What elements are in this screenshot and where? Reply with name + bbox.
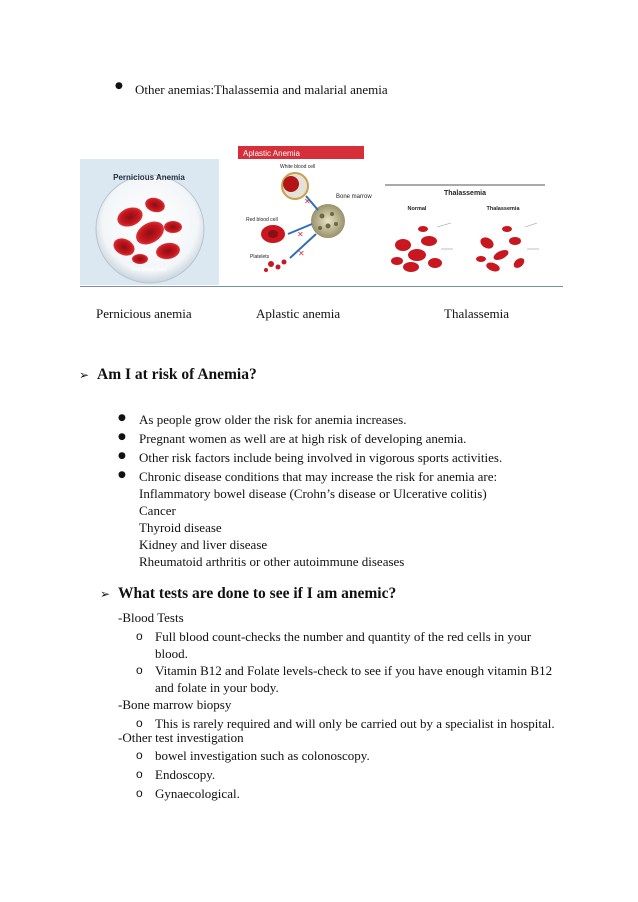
- aplastic-title: Aplastic Anemia: [243, 149, 300, 158]
- platelets-label: Platelets: [250, 254, 270, 260]
- pernicious-label: Red Blood Cells: [131, 267, 167, 273]
- condition-line-5: Rheumatoid arthritis or other autoimmune diseases: [139, 554, 405, 569]
- bullet-icon: ●: [118, 413, 126, 423]
- other-item-1: bowel investigation such as colonoscopy.: [155, 748, 370, 763]
- blood-item-1-line-2: blood.: [155, 646, 188, 661]
- thalassemia-caption: Thalassemia: [444, 306, 509, 321]
- svg-text:✕: ✕: [298, 249, 305, 258]
- risk-bullet-4: Chronic disease conditions that may increase the risk for anemia are:: [139, 469, 498, 484]
- risk-bullet-1: As people grow older the risk for anemia increases.: [139, 412, 407, 427]
- pernicious-anemia-figure: [80, 159, 219, 285]
- circle-bullet-icon: o: [136, 663, 143, 677]
- normal-label: Normal: [407, 206, 427, 212]
- other-item-3: Gynaecological.: [155, 786, 240, 801]
- circle-bullet-icon: o: [136, 748, 143, 762]
- bullet-icon: ●: [118, 432, 126, 442]
- circle-bullet-icon: o: [136, 767, 143, 781]
- blood-item-1-line-1: Full blood count-checks the number and quantity of the red cells in your: [155, 629, 532, 644]
- aplastic-anemia-illustration: [238, 146, 372, 285]
- blood-item-2-line-2: and folate in your body.: [155, 680, 279, 695]
- bullet-icon: ●: [115, 81, 123, 91]
- thalassemia-illustration: [385, 183, 545, 285]
- white-blood-cell-label: White blood cell: [280, 164, 316, 170]
- blood-item-2-line-1: Vitamin B12 and Folate levels-check to see if you have enough vitamin B12: [155, 663, 553, 678]
- circle-bullet-icon: o: [136, 786, 143, 800]
- thalassemia-figure: [385, 183, 545, 285]
- section-heading-risk: Am I at risk of Anemia?: [97, 366, 257, 383]
- section-heading-tests: What tests are done to see if I am anemic?: [118, 585, 397, 602]
- svg-text:✕: ✕: [304, 197, 311, 206]
- bone-item-1: This is rarely required and will only be carried out by a specialist in hospital.: [155, 716, 555, 731]
- other-tests-label: -Other test investigation: [118, 730, 244, 745]
- top-bullet-text: Other anemias:Thalassemia and malarial anemia: [135, 82, 388, 97]
- arrow-bullet-icon: ➢: [100, 587, 111, 601]
- aplastic-caption: Aplastic anemia: [256, 306, 341, 321]
- pernicious-caption: Pernicious anemia: [96, 306, 192, 321]
- pernicious-anemia-illustration: [80, 159, 219, 285]
- figure-baseline: [80, 286, 563, 287]
- bone-marrow-label: Bone marrow: [336, 194, 372, 200]
- bone-marrow-label: -Bone marrow biopsy: [118, 697, 232, 712]
- bullet-icon: ●: [118, 451, 126, 461]
- risk-bullet-2: Pregnant women as well are at high risk of developing anemia.: [139, 431, 467, 446]
- arrow-bullet-icon: ➢: [79, 368, 90, 382]
- svg-text:✕: ✕: [297, 230, 304, 239]
- condition-line-2: Cancer: [139, 503, 176, 518]
- circle-bullet-icon: o: [136, 629, 143, 643]
- pernicious-title: Pernicious Anemia: [113, 173, 185, 182]
- red-blood-cell-label: Red blood cell: [246, 217, 278, 223]
- blood-tests-label: -Blood Tests: [118, 610, 184, 625]
- condition-line-1: Inflammatory bowel disease (Crohn’s disease or Ulcerative colitis): [139, 486, 487, 501]
- thalassemia-label: Thalassemia: [486, 206, 520, 212]
- aplastic-anemia-figure: [238, 146, 372, 285]
- circle-bullet-icon: o: [136, 716, 143, 730]
- bullet-icon: ●: [118, 470, 126, 480]
- condition-line-3: Thyroid disease: [139, 520, 222, 535]
- risk-bullet-3: Other risk factors include being involved in vigorous sports activities.: [139, 450, 503, 465]
- thalassemia-title: Thalassemia: [443, 190, 487, 197]
- condition-line-4: Kidney and liver disease: [139, 537, 268, 552]
- other-item-2: Endoscopy.: [155, 767, 216, 782]
